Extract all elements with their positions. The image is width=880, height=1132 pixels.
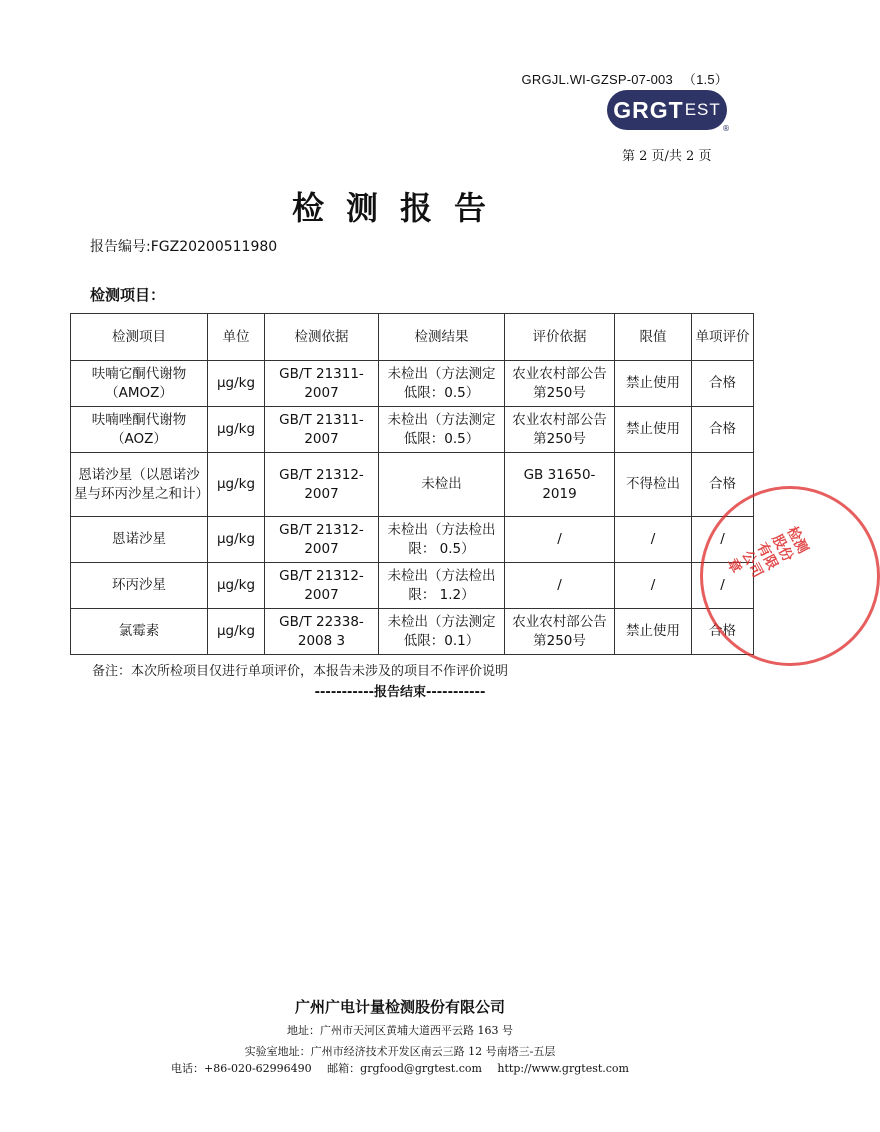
lab-address: 实验室地址：广州市经济技术开发区南云三路 12 号南塔三-五层 xyxy=(244,1045,556,1058)
header-limit: 限值 xyxy=(615,314,692,361)
logo-text-light: EST xyxy=(684,100,721,119)
registered-mark: ® xyxy=(722,124,730,133)
cell-unit: μg/kg xyxy=(208,361,265,407)
header-test-basis: 检测依据 xyxy=(265,314,379,361)
table-row xyxy=(71,361,754,407)
cell-limit: 禁止使用 xyxy=(615,361,692,407)
cell-unit: μg/kg xyxy=(208,453,265,517)
cell-test-item: 呋喃它酮代谢物（AMOZ） xyxy=(71,361,208,407)
email: 邮箱：grgfood@grgtest.com xyxy=(327,1062,482,1075)
document-code-text: GRGJL.WI-GZSP-07-003 xyxy=(521,72,673,87)
table-row xyxy=(71,407,754,453)
grgtest-logo xyxy=(607,90,727,130)
cell-limit: 不得检出 xyxy=(615,453,692,517)
header-eval-basis: 评价依据 xyxy=(505,314,615,361)
phone: 电话：+86-020-62996490 xyxy=(171,1062,312,1075)
cell-test-item: 环丙沙星 xyxy=(71,563,208,609)
cell-test-result: 未检出（方法测定低限：0.5） xyxy=(379,361,505,407)
cell-test-result: 未检出（方法测定低限：0.5） xyxy=(379,407,505,453)
cell-limit: / xyxy=(615,563,692,609)
cell-test-basis: GB/T 21311-2007 xyxy=(265,361,379,407)
cell-unit: μg/kg xyxy=(208,407,265,453)
cell-unit: μg/kg xyxy=(208,563,265,609)
cell-test-basis: GB/T 21311-2007 xyxy=(265,407,379,453)
company-address: 地址：广州市天河区黄埔大道西平云路 163 号 xyxy=(287,1024,513,1037)
report-number: 报告编号:FGZ20200511980 xyxy=(90,239,278,255)
cell-unit: μg/kg xyxy=(208,517,265,563)
cell-judgement: 合格 xyxy=(692,361,754,407)
cell-judgement: 合格 xyxy=(692,609,754,655)
cell-test-result: 未检出（方法测定低限：0.1） xyxy=(379,609,505,655)
cell-unit: μg/kg xyxy=(208,609,265,655)
cell-judgement: / xyxy=(692,563,754,609)
cell-eval-basis: 农业农村部公告第250号 xyxy=(505,407,615,453)
cell-test-result: 未检出（方法检出限： 0.5） xyxy=(379,517,505,563)
contact-line xyxy=(0,1060,800,1076)
website-link[interactable]: http://www.grgtest.com xyxy=(497,1062,629,1075)
report-end-marker: -----------报告结束----------- xyxy=(314,685,486,700)
table-row xyxy=(71,517,754,563)
cell-judgement: / xyxy=(692,517,754,563)
header-unit: 单位 xyxy=(208,314,265,361)
cell-test-result: 未检出（方法检出限： 1.2） xyxy=(379,563,505,609)
table-row xyxy=(71,609,754,655)
cell-judgement: 合格 xyxy=(692,453,754,517)
remark-note: 备注：本次所检项目仅进行单项评价，本报告未涉及的项目不作评价说明 xyxy=(92,664,509,679)
cell-limit: / xyxy=(615,517,692,563)
header-test-result: 检测结果 xyxy=(379,314,505,361)
cell-test-basis: GB/T 21312-2007 xyxy=(265,563,379,609)
cell-eval-basis: GB 31650-2019 xyxy=(505,453,615,517)
header-test-item: 检测项目 xyxy=(71,314,208,361)
cell-limit: 禁止使用 xyxy=(615,609,692,655)
cell-eval-basis: / xyxy=(505,563,615,609)
cell-eval-basis: 农业农村部公告第250号 xyxy=(505,361,615,407)
table-header-row xyxy=(71,314,754,361)
cell-test-basis: GB/T 22338-2008 3 xyxy=(265,609,379,655)
company-seal-text: 检测股份有限公司章 xyxy=(723,524,811,581)
company-name: 广州广电计量检测股份有限公司 xyxy=(294,998,505,1016)
cell-test-basis: GB/T 21312-2007 xyxy=(265,453,379,517)
cell-eval-basis: 农业农村部公告 第250号 xyxy=(505,609,615,655)
document-version: （1.5） xyxy=(682,72,728,87)
cell-test-item: 恩诺沙星（以恩诺沙星与环丙沙星之和计） xyxy=(71,453,208,517)
cell-test-item: 呋喃唑酮代谢物（AOZ） xyxy=(71,407,208,453)
header-judgement: 单项评价 xyxy=(692,314,754,361)
cell-test-basis: GB/T 21312-2007 xyxy=(265,517,379,563)
page-title: 检测报告 xyxy=(291,189,508,227)
document-code xyxy=(522,69,728,88)
cell-test-item: 恩诺沙星 xyxy=(71,517,208,563)
table-row xyxy=(71,563,754,609)
cell-test-item: 氯霉素 xyxy=(71,609,208,655)
logo-text-bold: GRGT xyxy=(613,96,684,123)
table-row xyxy=(71,453,754,517)
cell-judgement: 合格 xyxy=(692,407,754,453)
page-indicator: 第 2 页/共 2 页 xyxy=(622,149,712,164)
cell-test-result: 未检出 xyxy=(379,453,505,517)
section-label: 检测项目： xyxy=(90,286,166,304)
cell-eval-basis: / xyxy=(505,517,615,563)
results-table xyxy=(70,313,754,655)
cell-limit: 禁止使用 xyxy=(615,407,692,453)
